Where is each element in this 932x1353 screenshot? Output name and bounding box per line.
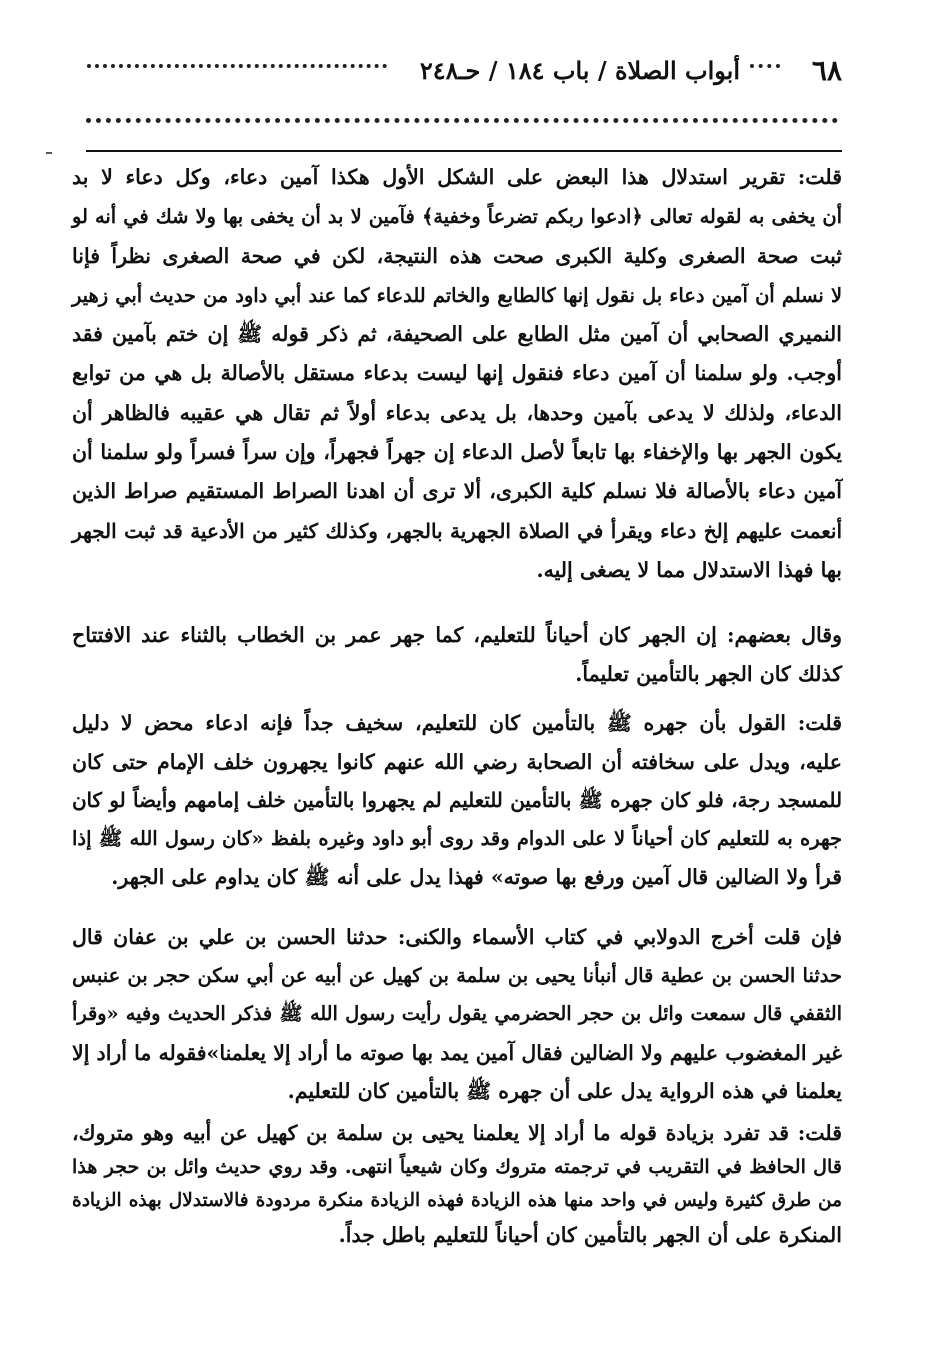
text-line: قلت: تقرير استدلال هذا البعض على الشكل الأول هكذا آمين دعاء، وكل دعاء لا بد: [72, 165, 842, 189]
paragraph-3: [72, 704, 842, 897]
text-line: جهره به للتعليم كان أحياناً لا على الدوام وقد روى أبو داود وغيره بلفظ «كان رسول الله ﷺ إذا: [72, 826, 842, 850]
margin-mark: [46, 152, 52, 154]
text-line: المنكرة على أن الجهر بالتأمين كان أحياناً للتعليم باطل جداً.: [338, 1223, 842, 1247]
paragraph-4: [72, 918, 842, 1111]
dotted-separator: [86, 118, 838, 123]
text-line: الثقفي قال سمعت وائل بن حجر الحضرمي يقول رأيت رسول الله ﷺ فذكر الحديث وفيه «وقرأ: [72, 1002, 842, 1025]
text-line: أنعمت عليهم إلخ دعاء ويقرأ في الصلاة الجهرية بالجهر، وكذلك كثير من الأدعية قد ثبت الجهر: [72, 518, 842, 543]
text-line: النميري الصحابي أن آمين مثل الطابع على الصحيفة، ثم ذكر قوله ﷺ إن ختم بآمين فقد: [72, 322, 842, 347]
paragraph-1: [72, 158, 842, 590]
text-line: قلت: قد تفرد بزيادة قوله ما أراد إلا يعلمنا يحيى بن سلمة بن كهيل عن أبيه وهو متروك،: [72, 1121, 842, 1145]
page-number: ٦٨: [811, 54, 842, 87]
paragraph-5: [72, 1116, 842, 1252]
text-line: الدعاء، ولذلك لا يدعى بآمين وحدها، بل يدعى بدعاء أولاً ثم تقال هي عقيبه فالظاهر أن: [72, 400, 842, 425]
header-dots-left: [87, 64, 387, 68]
text-line: حدثنا الحسن بن عطية قال أنبأنا يحيى بن سلمة بن كهيل عن أبيه عن أبي سكن حجر بن عنبس: [72, 963, 842, 987]
text-line: ثبت صحة الصغرى وكلية الكبرى صحت هذه النتيجة، لكن في صحة الصغرى نظراً فإنا: [72, 243, 842, 268]
text-line: آمين دعاء بالأصالة فلا نسلم كلية الكبرى، ألا ترى أن اهدنا الصراط المستقيم صراط الذين: [72, 479, 842, 504]
text-line: عليه، ويدل على سخافته أن الصحابة رضي الله عنهم كانوا يجهرون خلف الإمام حتى كان: [72, 749, 842, 774]
text-line: للمسجد رجة، فلو كان جهره ﷺ بالتأمين للتعليم لم يجهروا بالتأمين خلف إمامهم وأيضاً لو كان: [72, 788, 842, 812]
text-line: يعلمنا في هذه الرواية يدل على أن جهره ﷺ بالتأمين كان للتعليم.: [287, 1079, 842, 1103]
text-line: أن يخفى به لقوله تعالى ﴿ادعوا ربكم تضرعاً وخفية﴾ فآمين لا بد أن يخفى بها ولا شك في أنه لو: [72, 205, 842, 229]
text-line: من طرق كثيرة وليس في واحد منها هذه الزيادة فهذه الزيادة منكرة مردودة فالاستدلال بهذه الزيادة: [72, 1190, 842, 1211]
text-line: لا نسلم أن آمين دعاء بل نقول إنها كالطابع والخاتم للدعاء كما عند أبي داود من حديث أبي زهير: [72, 283, 842, 307]
text-line: فإن قلت أخرج الدولابي في كتاب الأسماء والكنى: حدثنا الحسن بن علي بن عفان قال: [72, 925, 842, 949]
text-line: أوجب. ولو سلمنا أن آمين دعاء فنقول إنها ليست بدعاء مستقل بالأصالة بل هي من توابع: [72, 361, 842, 386]
text-line: قال الحافظ في التقريب في ترجمته متروك وكان شيعياً انتهى. وقد روي حديث وائل بن حجر هذا: [72, 1155, 842, 1178]
horizontal-rule: [86, 150, 842, 152]
text-line: يكون الجهر بها والإخفاء بها تابعاً لأصل الدعاء إن جهراً فجهراً، وإن سراً فسراً ولو سلمنا أن: [72, 440, 842, 465]
text-line: قلت: القول بأن جهره ﷺ بالتأمين كان للتعليم، سخيف جداً فإنه ادعاء محض لا دليل: [72, 711, 842, 735]
header-dots-right: [750, 64, 780, 68]
page-header: [86, 52, 842, 96]
running-title: أبواب الصلاة / باب ١٨٤ / حـ٢٤٨: [419, 56, 740, 85]
text-line: غير المغضوب عليهم ولا الضالين فقال آمين يمد بها صوته ما أراد إلا يعلمنا»فقوله ما أراد إلا: [72, 1040, 842, 1065]
paragraph-2: [72, 616, 842, 693]
text-line: بها فهذا الاستدلال مما لا يصغى إليه.: [536, 557, 842, 582]
text-line: وقال بعضهم: إن الجهر كان أحياناً للتعليم، كما جهر عمر بن الخطاب بالثناء عند الافتتاح: [72, 623, 842, 647]
text-line: قرأ ولا الضالين قال آمين ورفع بها صوته» فهذا يدل على أنه ﷺ كان يداوم على الجهر.: [111, 865, 842, 889]
text-line: كذلك كان الجهر بالتأمين تعليماً.: [575, 661, 842, 686]
